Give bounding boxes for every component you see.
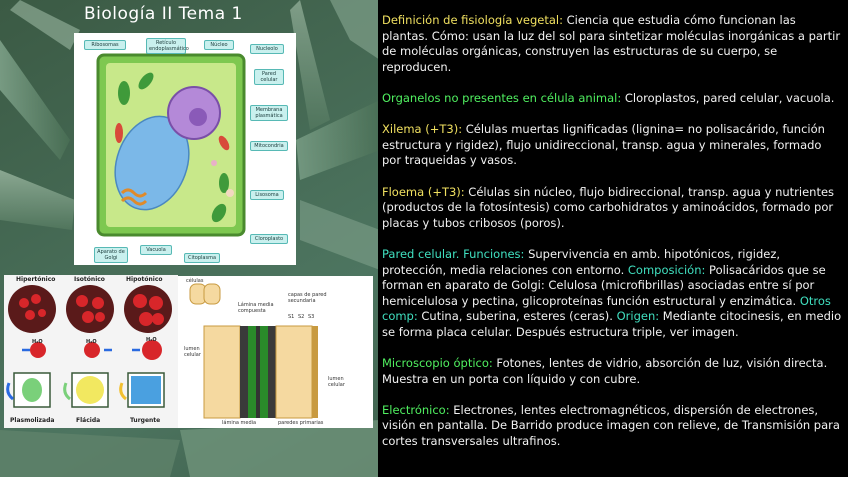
text-xilema: Células muertas lignificadas (lignina= no polisacárido, función estructura y rigidez), flujo unidireccional, transp. agua y minerales, formado por traqueidas y vasos. bbox=[382, 122, 825, 168]
block-organelos bbox=[382, 91, 842, 107]
label-lamina-compuesta: Lámina media compuesta bbox=[238, 302, 274, 314]
heading-otros-comp: Otros comp: bbox=[382, 293, 831, 324]
heading-floema: Floema (+T3): bbox=[382, 184, 465, 199]
water-label-2: H₂O bbox=[86, 339, 97, 345]
label-ribosomas: Ribosomas bbox=[84, 40, 126, 50]
label-turgente: Turgente bbox=[130, 417, 161, 424]
label-lumen-left: lumen celular bbox=[184, 346, 201, 358]
block-definicion bbox=[382, 13, 842, 75]
block-microscopio-optico bbox=[382, 356, 842, 387]
block-electronico bbox=[382, 403, 842, 450]
label-flacida: Flácida bbox=[76, 417, 101, 424]
osmosis-diagram bbox=[4, 275, 178, 428]
text-origen: Mediante citocinesis, en medio se forma placa celular. Después estructura triple, ver imagen. bbox=[382, 309, 842, 339]
label-s1: S1 bbox=[288, 314, 295, 320]
text-definicion: Ciencia que estudia cómo funcionan las plantas. Cómo: usan la luz del sol para sintetizar moléculas inorgánicas a partir de moléculas orgánicas, construyen las estructuras de su cuerpo, se reproducen. bbox=[382, 13, 841, 74]
label-nucleolo: Nucleolo bbox=[250, 44, 284, 54]
label-reticulo: Retículo endoplasmático bbox=[146, 38, 186, 54]
water-label-3: H₂O bbox=[146, 337, 157, 343]
heading-xilema: Xilema (+T3): bbox=[382, 122, 463, 137]
label-pared: Pared celular bbox=[254, 69, 284, 85]
label-mitocondria: Mitocondria bbox=[250, 141, 288, 151]
text-floema: Células sin núcleo, flujo bidireccional, transp. agua y nutrientes (productos de la fotosíntesis) como carbohidratos y aminoácidos, formado por placas y tubos cribosos (poros). bbox=[382, 184, 835, 230]
water-label-1: H₂O bbox=[32, 339, 43, 345]
label-nucleo: Núcleo bbox=[204, 40, 234, 50]
text-pared-funciones: Supervivencia en amb. hipotónicos, rigidez, protección, media relaciones con entorno. bbox=[382, 246, 781, 277]
label-plasmolizada: Plasmolizada bbox=[10, 417, 55, 424]
text-electronico: Electrones, lentes electromagnéticos, dispersión de electrones, visión en pantalla. De Barrido produce imagen con relieve, de Transmisión para cortes transversales ultrafinos. bbox=[382, 402, 840, 449]
plant-cell-diagram bbox=[74, 33, 296, 265]
heading-definicion: Definición de fisiología vegetal: bbox=[382, 13, 563, 27]
label-hipotonico: Hipotónico bbox=[126, 276, 163, 283]
label-membrana: Membrana plasmática bbox=[250, 105, 288, 121]
osmosis-illustration bbox=[4, 275, 178, 428]
text-organelos: Cloroplastos, pared celular, vacuola. bbox=[621, 90, 835, 105]
label-paredes-primarias: paredes primarias bbox=[278, 420, 324, 426]
text-microscopio-optico: Fotones, lentes de vidrio, absorción de luz, visión directa. Muestra en un porta con líquido y con cubre. bbox=[382, 356, 828, 386]
heading-origen: Origen: bbox=[616, 309, 660, 324]
slide-title: Biología II Tema 1 bbox=[84, 4, 243, 24]
label-golgi: Aparato de Golgi bbox=[94, 247, 128, 263]
label-s2: S2 bbox=[298, 314, 305, 320]
label-s3: S3 bbox=[308, 314, 315, 320]
block-pared bbox=[382, 247, 842, 341]
label-lisosoma: Lisosoma bbox=[250, 190, 284, 200]
label-lamina-media: lámina media bbox=[222, 420, 257, 426]
heading-pared-funciones: Pared celular. Funciones: bbox=[382, 246, 525, 261]
label-citoplasma: Citoplasma bbox=[184, 253, 220, 263]
label-cloroplasto: Cloroplasto bbox=[250, 234, 288, 244]
label-isotonico: Isotónico bbox=[74, 276, 105, 283]
block-xilema bbox=[382, 122, 842, 169]
heading-composicion: Composición: bbox=[627, 262, 706, 277]
text-composicion: Polisacáridos que se forman en aparato de Golgi: Celulosa (microfibrillas) asociadas entre sí por hemicelulosa y pectina, glicoproteínas función estructural y enzimática. bbox=[382, 262, 826, 308]
label-lumen-right: lumen celular bbox=[328, 376, 345, 388]
label-hipertonico: Hipertónico bbox=[16, 276, 56, 283]
label-capas-secundaria: capas de pared secundaria bbox=[288, 292, 327, 304]
cell-wall-diagram bbox=[178, 276, 373, 428]
text-otros-comp: Cutina, suberina, esteres (ceras). bbox=[417, 309, 617, 324]
heading-organelos: Organelos no presentes en célula animal: bbox=[382, 90, 622, 105]
notes-column bbox=[382, 13, 842, 465]
heading-electronico: Electrónico: bbox=[382, 402, 450, 417]
label-vacuola: Vacuola bbox=[140, 245, 172, 255]
block-floema bbox=[382, 185, 842, 232]
heading-microscopio-optico: Microscopio óptico: bbox=[382, 356, 493, 371]
cell-wall-illustration bbox=[178, 276, 373, 428]
label-celulas: células bbox=[186, 278, 204, 284]
